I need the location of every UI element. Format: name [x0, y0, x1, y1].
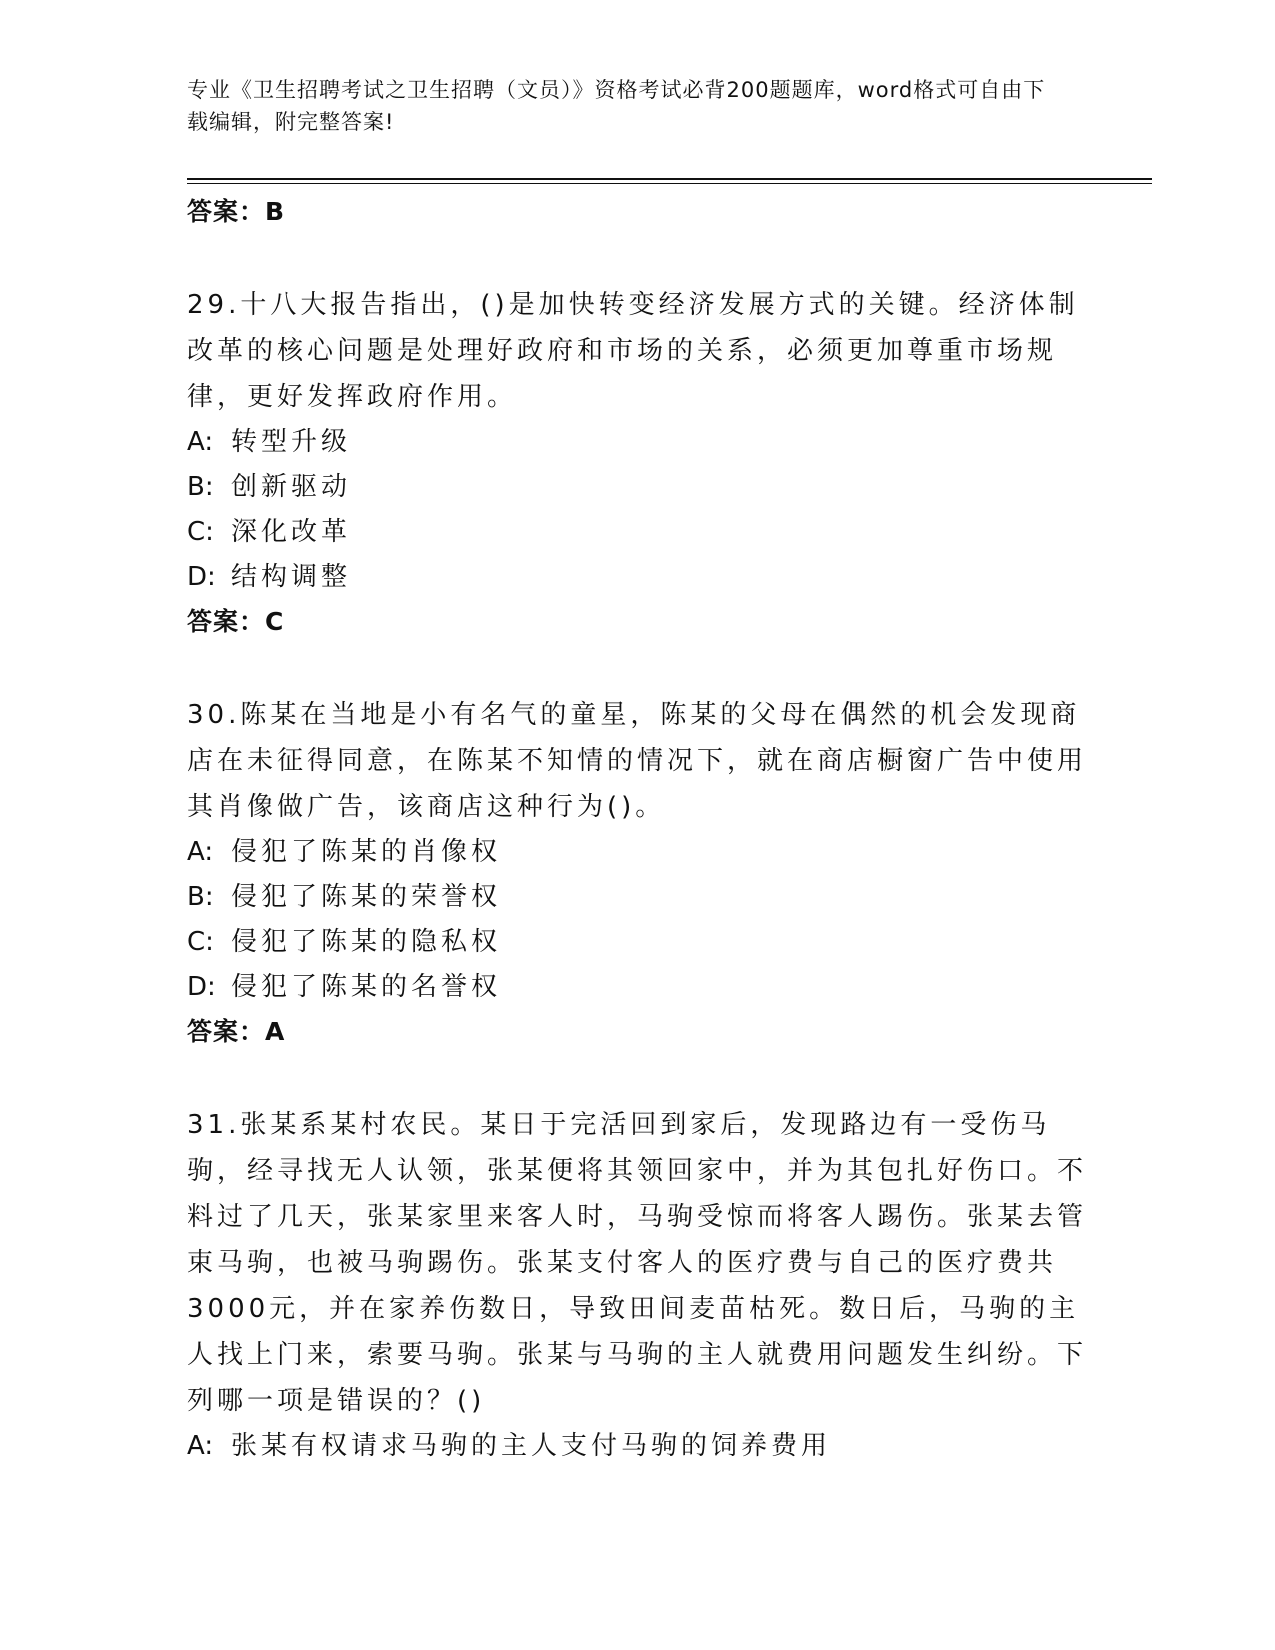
question-29: [187, 282, 1087, 644]
answer-30: 答案：A: [187, 1017, 286, 1046]
option-letter: D:: [187, 562, 216, 592]
question-29-option-c: [187, 510, 1087, 555]
option-letter: A:: [187, 427, 214, 457]
header-divider-thick: [187, 178, 1152, 180]
option-text: 深化改革: [231, 517, 352, 547]
question-30-option-d: [187, 965, 1087, 1010]
answer-29: 答案：C: [187, 607, 285, 636]
header-divider-thin: [187, 183, 1152, 184]
option-letter: D:: [187, 972, 216, 1002]
option-text: 侵犯了陈某的隐私权: [231, 927, 502, 957]
question-29-option-d: [187, 555, 1087, 600]
option-text: 侵犯了陈某的肖像权: [231, 837, 502, 867]
option-text: 创新驱动: [231, 472, 352, 502]
option-letter: C:: [187, 517, 214, 547]
option-letter: C:: [187, 927, 214, 957]
question-29-text: [187, 282, 1087, 420]
document-content: [187, 190, 1087, 1469]
question-30-body: 陈某在当地是小有名气的童星，陈某的父母在偶然的机会发现商店在未征得同意，在陈某不知情的情况下，就在商店橱窗广告中使用其肖像做广告，该商店这种行为()。: [187, 700, 1088, 822]
option-text: 张某有权请求马驹的主人支付马驹的饲养费用: [231, 1431, 832, 1461]
option-letter: A:: [187, 837, 214, 867]
question-29-option-b: [187, 465, 1087, 510]
option-text: 侵犯了陈某的名誉权: [231, 972, 502, 1002]
question-30-option-c: [187, 920, 1087, 965]
option-text: 转型升级: [231, 427, 352, 457]
question-31-body: 张某系某村农民。某日于完活回到家后，发现路边有一受伤马驹，经寻找无人认领，张某便将其领回家中，并为其包扎好伤口。不料过了几天，张某家里来客人时，马驹受惊而将客人踢伤。张某去管束马驹，也被马驹踢伤。张某支付客人的医疗费与自己的医疗费共3000元，并在家养伤数日，导致田间麦苗枯死。数日后，马驹的主人找上门来，索要马驹。张某与马驹的主人就费用问题发生纠纷。下列哪一项是错误的？(): [187, 1110, 1088, 1416]
option-text: 结构调整: [231, 562, 352, 592]
question-30-option-a: [187, 830, 1087, 875]
question-29-option-a: [187, 420, 1087, 465]
option-letter: B:: [187, 882, 214, 912]
option-letter: A:: [187, 1431, 214, 1461]
question-30: [187, 692, 1087, 1054]
answer-28: 答案：B: [187, 197, 286, 226]
question-31-text: [187, 1102, 1087, 1424]
document-header: 专业《卫生招聘考试之卫生招聘（文员）》资格考试必背200题题库，word格式可自由下载编辑，附完整答案!: [187, 78, 1046, 134]
question-31-option-a: [187, 1424, 1087, 1469]
question-31: [187, 1102, 1087, 1469]
question-30-option-b: [187, 875, 1087, 920]
option-letter: B:: [187, 472, 214, 502]
question-31-number: 31.: [187, 1110, 241, 1140]
option-text: 侵犯了陈某的荣誉权: [231, 882, 502, 912]
question-29-body: 十八大报告指出，()是加快转变经济发展方式的关键。经济体制改革的核心问题是处理好政府和市场的关系，必须更加尊重市场规律，更好发挥政府作用。: [187, 290, 1079, 412]
question-30-text: [187, 692, 1087, 830]
question-29-number: 29.: [187, 290, 241, 320]
question-30-number: 30.: [187, 700, 241, 730]
